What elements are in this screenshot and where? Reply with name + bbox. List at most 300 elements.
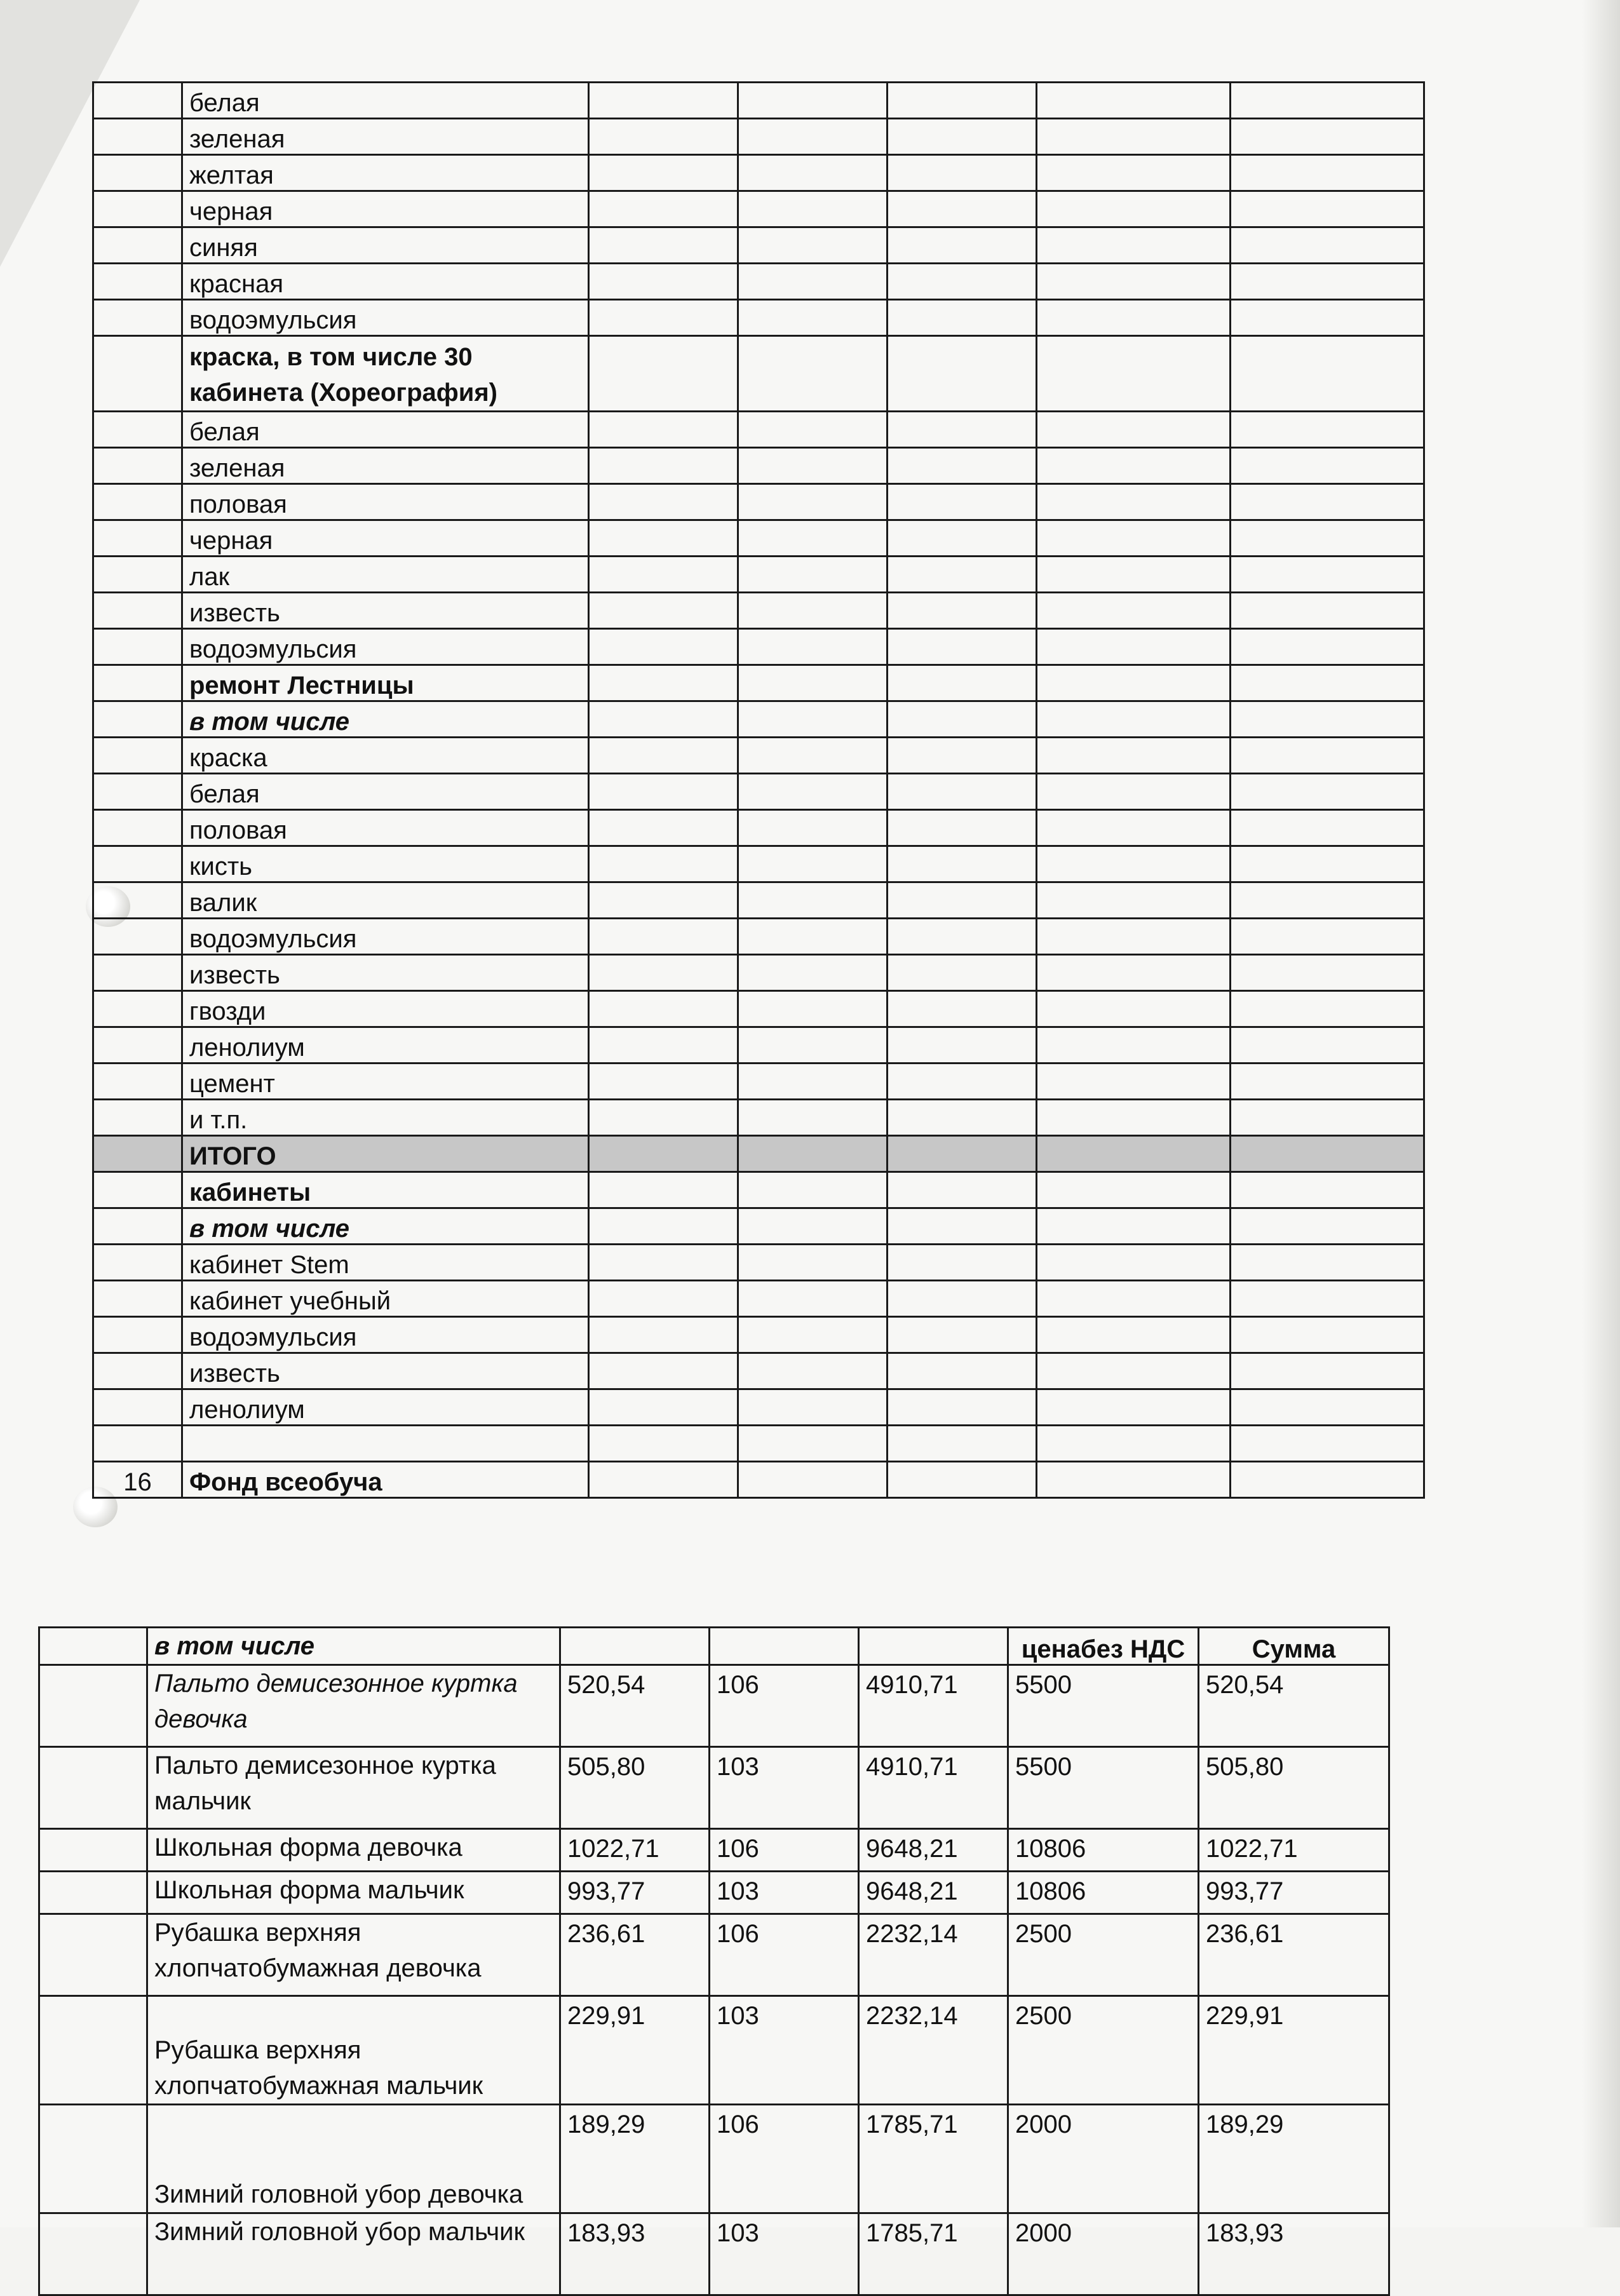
table-cell (39, 1872, 147, 1914)
row-number (93, 191, 182, 227)
table-cell (1231, 336, 1424, 412)
table-cell (1037, 774, 1231, 810)
item-label: зеленая (182, 448, 589, 484)
table-cell (738, 557, 888, 593)
table-cell (710, 1628, 859, 1665)
table-cell (589, 774, 738, 810)
table-cell (589, 593, 738, 629)
row-number (93, 810, 182, 846)
page-edge-shadow (1582, 0, 1620, 2227)
fund-value-c2: 106 (710, 1665, 859, 1747)
fund-table-body (39, 1628, 1389, 2295)
item-label: половая (182, 484, 589, 520)
row-number (93, 1426, 182, 1462)
row-number (93, 701, 182, 738)
table-cell (888, 1462, 1037, 1498)
table-cell (1037, 1353, 1231, 1389)
table-cell (888, 520, 1037, 557)
row-number (93, 593, 182, 629)
fund-row (39, 1747, 1389, 1829)
fund-value-c2: 106 (710, 1914, 859, 1996)
table-cell (1231, 1389, 1424, 1426)
fund-item-label: Школьная форма девочка (147, 1829, 560, 1872)
table-cell (1231, 1208, 1424, 1245)
table-cell (1231, 191, 1424, 227)
table-cell (1037, 810, 1231, 846)
table-cell (1037, 1172, 1231, 1208)
table-cell (888, 557, 1037, 593)
table-cell (1037, 1426, 1231, 1462)
row-number (93, 119, 182, 155)
table-cell (589, 412, 738, 448)
table-cell (1037, 701, 1231, 738)
table-row (93, 300, 1424, 336)
table-cell (1037, 448, 1231, 484)
item-label: ленолиум (182, 1027, 589, 1064)
table-cell (1231, 155, 1424, 191)
row-number (93, 300, 182, 336)
item-label: гвозди (182, 991, 589, 1027)
item-label: лак (182, 557, 589, 593)
table-row (93, 1389, 1424, 1426)
item-label: краска (182, 738, 589, 774)
table-row (93, 593, 1424, 629)
fund-row (39, 2105, 1389, 2213)
item-label: в том числе (182, 701, 589, 738)
table-cell (589, 557, 738, 593)
table-row (93, 1462, 1424, 1498)
table-cell (1037, 484, 1231, 520)
table-cell (888, 412, 1037, 448)
table-cell (1231, 810, 1424, 846)
fund-row (39, 1872, 1389, 1914)
table-cell (738, 1462, 888, 1498)
row-number (93, 1281, 182, 1317)
row-number (93, 991, 182, 1027)
item-label: в том числе (182, 1208, 589, 1245)
price-header: ценабез НДС (1008, 1628, 1199, 1665)
table-cell (738, 1064, 888, 1100)
table-row (93, 774, 1424, 810)
fund-value-c3: 4910,71 (859, 1665, 1008, 1747)
table-cell (888, 119, 1037, 155)
fund-value-c4: 2500 (1008, 1996, 1199, 2105)
table-row (93, 846, 1424, 882)
table-cell (1231, 448, 1424, 484)
fund-value-c1: 505,80 (560, 1747, 710, 1829)
row-number (93, 1353, 182, 1389)
table-cell (1231, 83, 1424, 119)
table-cell (589, 1172, 738, 1208)
item-label: ленолиум (182, 1389, 589, 1426)
table-row (93, 1027, 1424, 1064)
table-cell (1231, 774, 1424, 810)
table-cell (589, 520, 738, 557)
item-label: валик (182, 882, 589, 919)
row-number (93, 264, 182, 300)
row-number (93, 1064, 182, 1100)
item-label: водоэмульсия (182, 919, 589, 955)
table-cell (589, 264, 738, 300)
table-cell (888, 336, 1037, 412)
fund-value-c3: 9648,21 (859, 1872, 1008, 1914)
table-row (93, 520, 1424, 557)
row-number (93, 882, 182, 919)
table-cell (888, 665, 1037, 701)
item-label: черная (182, 520, 589, 557)
fund-value-c2: 103 (710, 1872, 859, 1914)
table-cell (1231, 119, 1424, 155)
item-label: кабинет Stem (182, 1245, 589, 1281)
table-cell (888, 83, 1037, 119)
item-label: ИТОГО (182, 1136, 589, 1172)
fund-value-c1: 520,54 (560, 1665, 710, 1747)
table-cell (1231, 1064, 1424, 1100)
table-cell (589, 810, 738, 846)
table-cell (1037, 1064, 1231, 1100)
fund-value-c3: 2232,14 (859, 1914, 1008, 1996)
row-number (93, 1136, 182, 1172)
table-cell (1231, 1027, 1424, 1064)
table-cell (738, 738, 888, 774)
table-cell (1037, 629, 1231, 665)
table-cell (738, 520, 888, 557)
table-cell (1037, 882, 1231, 919)
table-cell (1231, 557, 1424, 593)
table-cell (589, 1462, 738, 1498)
table-cell (589, 1353, 738, 1389)
row-number (93, 955, 182, 991)
table-cell (589, 629, 738, 665)
table-cell (888, 300, 1037, 336)
table-cell (589, 846, 738, 882)
table-cell (1231, 1353, 1424, 1389)
row-number (93, 1100, 182, 1136)
table-cell (1037, 300, 1231, 336)
item-label: водоэмульсия (182, 1317, 589, 1353)
table-cell (589, 155, 738, 191)
table-cell (1037, 1027, 1231, 1064)
table-cell (589, 955, 738, 991)
table-cell (738, 1281, 888, 1317)
table-cell (738, 629, 888, 665)
table-row (93, 1208, 1424, 1245)
item-label: ремонт Лестницы (182, 665, 589, 701)
materials-table (92, 81, 1425, 1499)
item-label: белая (182, 774, 589, 810)
table-cell (560, 1628, 710, 1665)
table-cell (888, 991, 1037, 1027)
table-row (93, 701, 1424, 738)
table-cell (738, 991, 888, 1027)
table-cell (888, 810, 1037, 846)
table-cell (888, 448, 1037, 484)
fund-item-label: Рубашка верхняя хлопчатобумажная девочка (147, 1914, 560, 1996)
table-cell (738, 1208, 888, 1245)
row-number (93, 919, 182, 955)
table-row (93, 336, 1424, 412)
table-cell (1231, 665, 1424, 701)
table-cell (738, 665, 888, 701)
table-cell (1037, 1208, 1231, 1245)
table-cell (589, 484, 738, 520)
table-cell (589, 300, 738, 336)
table-cell (888, 774, 1037, 810)
table-cell (589, 191, 738, 227)
item-label: известь (182, 955, 589, 991)
table-cell (1037, 1281, 1231, 1317)
item-label: кисть (182, 846, 589, 882)
table-cell (39, 1665, 147, 1747)
item-label: белая (182, 412, 589, 448)
row-number (93, 557, 182, 593)
table-row (93, 629, 1424, 665)
fund-value-c4: 2000 (1008, 2213, 1199, 2295)
table-cell (589, 1064, 738, 1100)
table-cell (738, 1027, 888, 1064)
table-cell (738, 1426, 888, 1462)
table-cell (738, 1136, 888, 1172)
row-number (93, 774, 182, 810)
row-number (93, 1317, 182, 1353)
table-cell (738, 774, 888, 810)
table-cell (1037, 1462, 1231, 1498)
item-label: известь (182, 1353, 589, 1389)
table-row (93, 227, 1424, 264)
fund-value-c4: 2000 (1008, 2105, 1199, 2213)
table-cell (738, 191, 888, 227)
table-cell (589, 1389, 738, 1426)
table-row (93, 557, 1424, 593)
fund-subheader-row (39, 1628, 1389, 1665)
fund-value-c5: 236,61 (1199, 1914, 1389, 1996)
table-cell (888, 484, 1037, 520)
table-cell (39, 2213, 147, 2295)
fund-item-label: Зимний головной убор девочка (147, 2105, 560, 2213)
table-cell (1037, 155, 1231, 191)
table-cell (738, 336, 888, 412)
table-cell (738, 1389, 888, 1426)
item-label: желтая (182, 155, 589, 191)
table-cell (888, 1172, 1037, 1208)
item-label (182, 1426, 589, 1462)
row-number (93, 484, 182, 520)
table-cell (859, 1628, 1008, 1665)
fund-value-c2: 106 (710, 2105, 859, 2213)
item-label: Фонд всеобуча (182, 1462, 589, 1498)
table-cell (738, 484, 888, 520)
fund-value-c4: 10806 (1008, 1829, 1199, 1872)
row-number (93, 1172, 182, 1208)
fund-value-c1: 229,91 (560, 1996, 710, 2105)
table-cell (589, 701, 738, 738)
table-cell (1037, 557, 1231, 593)
fund-row (39, 2213, 1389, 2295)
table-cell (589, 1136, 738, 1172)
fund-row (39, 1914, 1389, 1996)
table-cell (738, 701, 888, 738)
item-label: черная (182, 191, 589, 227)
table-cell (1037, 738, 1231, 774)
table-cell (1037, 191, 1231, 227)
table-cell (1037, 1317, 1231, 1353)
fund-value-c5: 520,54 (1199, 1665, 1389, 1747)
fund-row (39, 1829, 1389, 1872)
table-row (93, 1245, 1424, 1281)
table-cell (1231, 1136, 1424, 1172)
table-cell (1231, 738, 1424, 774)
table-cell (888, 882, 1037, 919)
table-cell (589, 1100, 738, 1136)
fund-value-c5: 183,93 (1199, 2213, 1389, 2295)
table-cell (738, 264, 888, 300)
fund-value-c3: 1785,71 (859, 2213, 1008, 2295)
table-cell (1037, 520, 1231, 557)
table-cell (738, 1100, 888, 1136)
table-cell (888, 1100, 1037, 1136)
table-row (93, 1281, 1424, 1317)
fund-value-c4: 5500 (1008, 1665, 1199, 1747)
row-number: 16 (93, 1462, 182, 1498)
row-number (93, 336, 182, 412)
table-row (93, 1426, 1424, 1462)
row-number (93, 1389, 182, 1426)
table-cell (738, 955, 888, 991)
table-cell (1231, 484, 1424, 520)
fund-value-c4: 2500 (1008, 1914, 1199, 1996)
fund-value-c2: 103 (710, 1747, 859, 1829)
table-cell (1037, 1389, 1231, 1426)
table-cell (1231, 412, 1424, 448)
table-cell (589, 1245, 738, 1281)
fund-value-c5: 189,29 (1199, 2105, 1389, 2213)
table-cell (1037, 665, 1231, 701)
table-cell (738, 882, 888, 919)
table-cell (589, 738, 738, 774)
table-cell (1037, 846, 1231, 882)
table-cell (738, 1172, 888, 1208)
table-cell (589, 227, 738, 264)
row-number (93, 738, 182, 774)
row-number (93, 1027, 182, 1064)
fund-value-c5: 505,80 (1199, 1747, 1389, 1829)
row-number (93, 227, 182, 264)
fund-item-label: Школьная форма мальчик (147, 1872, 560, 1914)
table-cell (1231, 846, 1424, 882)
row-number (93, 846, 182, 882)
fund-item-label: Пальто демисезонное куртка девочка (147, 1665, 560, 1747)
table-cell (589, 119, 738, 155)
item-label: кабинет учебный (182, 1281, 589, 1317)
fund-value-c3: 2232,14 (859, 1996, 1008, 2105)
table-cell (1037, 264, 1231, 300)
sum-header: Сумма (1199, 1628, 1389, 1665)
table-cell (888, 264, 1037, 300)
item-label: известь (182, 593, 589, 629)
table-cell (39, 1914, 147, 1996)
fund-item-label: Пальто демисезонное куртка мальчик (147, 1747, 560, 1829)
table-cell (1231, 629, 1424, 665)
table-cell (1231, 264, 1424, 300)
table-cell (1231, 701, 1424, 738)
item-label: зеленая (182, 119, 589, 155)
table-cell (1037, 83, 1231, 119)
table-row (93, 1317, 1424, 1353)
table-cell (1231, 882, 1424, 919)
row-number (93, 83, 182, 119)
table-cell (1231, 1426, 1424, 1462)
fund-value-c4: 5500 (1008, 1747, 1199, 1829)
fund-value-c2: 103 (710, 2213, 859, 2295)
row-number (93, 448, 182, 484)
row-number (93, 665, 182, 701)
fund-row (39, 1996, 1389, 2105)
fund-value-c4: 10806 (1008, 1872, 1199, 1914)
table-cell (888, 919, 1037, 955)
table-cell (1231, 919, 1424, 955)
item-label: и т.п. (182, 1100, 589, 1136)
table-cell (888, 593, 1037, 629)
fund-value-c2: 106 (710, 1829, 859, 1872)
table-cell (888, 227, 1037, 264)
table-cell (888, 955, 1037, 991)
table-cell (589, 1208, 738, 1245)
fund-subheader-label: в том числе (147, 1628, 560, 1665)
fund-value-c1: 183,93 (560, 2213, 710, 2295)
table-row (93, 1064, 1424, 1100)
table-cell (888, 1136, 1037, 1172)
table-cell (888, 1027, 1037, 1064)
table-cell (589, 1426, 738, 1462)
table-cell (888, 1245, 1037, 1281)
table-row (93, 810, 1424, 846)
item-label: синяя (182, 227, 589, 264)
table-row (93, 665, 1424, 701)
table-cell (738, 412, 888, 448)
table-cell (1231, 1172, 1424, 1208)
table-cell (888, 1389, 1037, 1426)
table-cell (888, 1426, 1037, 1462)
table-cell (1231, 593, 1424, 629)
table-cell (589, 1281, 738, 1317)
table-row (93, 919, 1424, 955)
row-number (93, 1245, 182, 1281)
table-row (93, 412, 1424, 448)
item-label: цемент (182, 1064, 589, 1100)
table-cell (738, 83, 888, 119)
table-row (93, 955, 1424, 991)
item-label: половая (182, 810, 589, 846)
row-number (93, 520, 182, 557)
fund-value-c3: 1785,71 (859, 2105, 1008, 2213)
fund-value-c3: 4910,71 (859, 1747, 1008, 1829)
table-cell (738, 1353, 888, 1389)
table-cell (738, 919, 888, 955)
table-row (93, 882, 1424, 919)
table-cell (1037, 1136, 1231, 1172)
table-row (93, 1353, 1424, 1389)
table-cell (39, 1829, 147, 1872)
table-row (93, 119, 1424, 155)
table-row (93, 448, 1424, 484)
table-row (93, 83, 1424, 119)
fund-row (39, 1665, 1389, 1747)
table-cell (738, 1245, 888, 1281)
item-label: водоэмульсия (182, 300, 589, 336)
table-cell (1037, 119, 1231, 155)
table-cell (1037, 919, 1231, 955)
table-cell (1231, 227, 1424, 264)
